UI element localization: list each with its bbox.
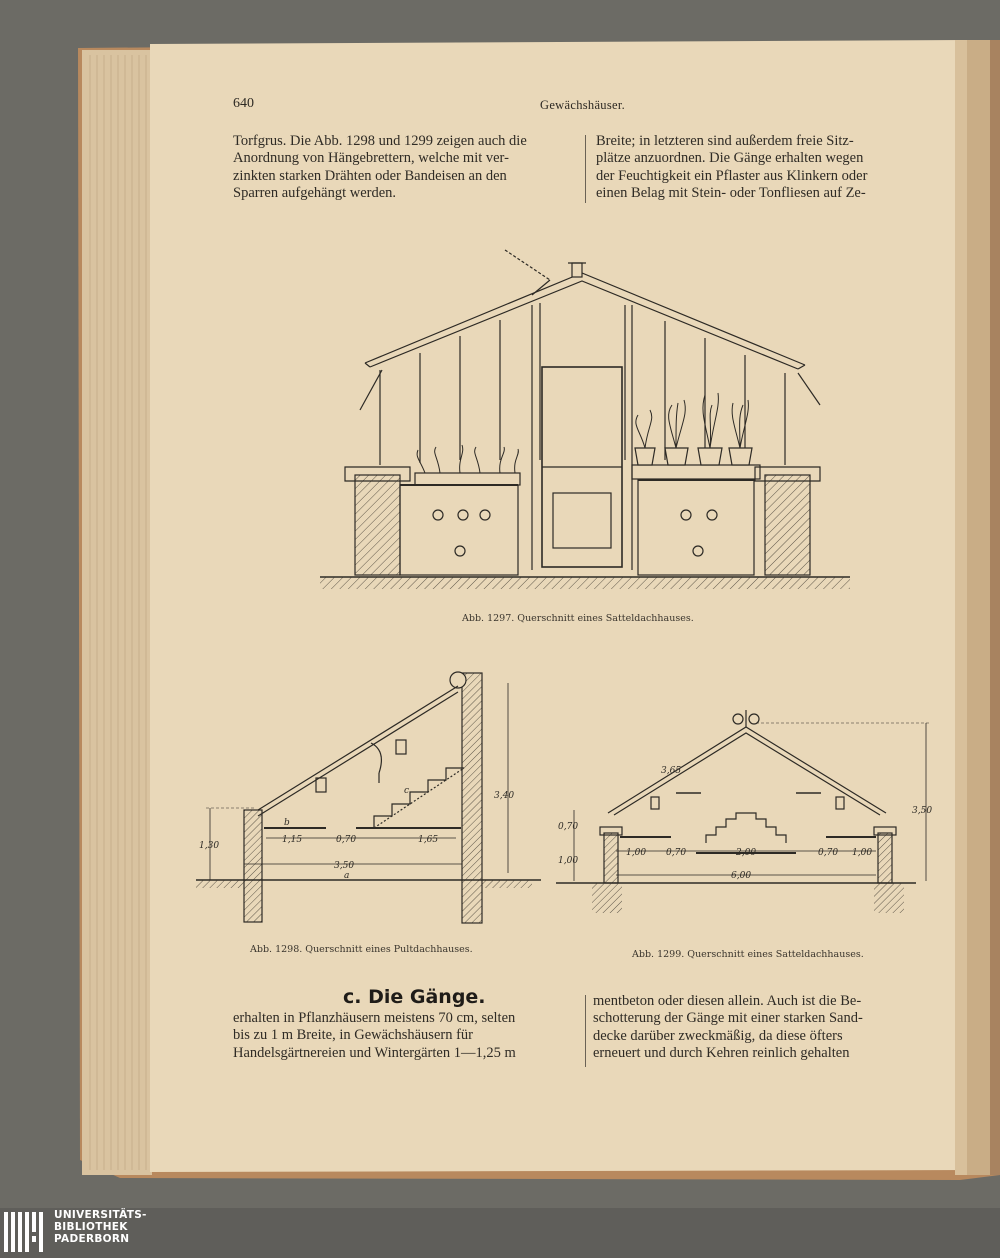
figure-1298-caption: Abb. 1298. Querschnitt eines Pultdachhauses. <box>250 944 473 955</box>
text-line: erneuert und durch Kehren reinlich gehalten <box>593 1045 850 1062</box>
text-line: bis zu 1 m Breite, in Gewächshäusern für <box>233 1027 473 1044</box>
library-name-line: PADERBORN <box>54 1233 130 1245</box>
text-line: zinkten starken Drähten oder Bandeisen an den <box>233 167 507 184</box>
text-line: Sparren aufgehängt werden. <box>233 185 397 202</box>
bottom-right-column <box>593 993 938 1063</box>
text-line: schotterung der Gänge mit einer starken Sand- <box>593 1010 863 1027</box>
library-name-line: UNIVERSITÄTS- <box>54 1209 147 1221</box>
text-line: decke darüber zweckmäßig, da diese öfters <box>593 1027 843 1044</box>
dim-w3: 1,65 <box>418 835 439 845</box>
library-name-line: BIBLIOTHEK <box>54 1221 128 1233</box>
figure-1298-drawing <box>196 668 541 930</box>
dim-w3: 2,00 <box>736 848 757 858</box>
footer-bar <box>0 1208 1000 1258</box>
text-line: erhalten in Pflanzhäusern meistens 70 cm, selten <box>233 1010 516 1026</box>
dim-w4: 0,70 <box>818 848 839 858</box>
dim-h2: 1,00 <box>558 856 579 866</box>
top-left-column <box>233 133 576 203</box>
dim-height-total: 3,50 <box>912 806 933 816</box>
text-line: der Feuchtigkeit ein Pflaster aus Klinkern oder <box>596 167 868 184</box>
dim-rafter: 3,65 <box>661 766 682 776</box>
column-rule <box>585 135 586 203</box>
library-logo-icon <box>2 1210 48 1256</box>
text-line: Handelsgärtnereien und Wintergärten 1—1,25 m <box>233 1044 516 1061</box>
text-line: plätze anzuordnen. Die Gänge erhalten wegen <box>596 150 864 167</box>
dim-h1: 0,70 <box>558 822 579 832</box>
bottom-left-column <box>233 1010 576 1062</box>
label-c: c <box>404 786 410 796</box>
library-name <box>54 1209 147 1245</box>
dim-width-total: 6,00 <box>731 871 752 881</box>
figure-1299-drawing <box>556 705 951 925</box>
text-line: Breite; in letzteren sind außerdem freie Sitz- <box>596 133 854 149</box>
dim-w2: 0,70 <box>666 848 687 858</box>
running-head: Gewächshäuser. <box>540 98 626 112</box>
label-a: a <box>344 871 350 881</box>
dim-w5: 1,00 <box>852 848 873 858</box>
figure-1297-drawing <box>320 235 860 595</box>
top-right-column <box>596 133 941 203</box>
label-b: b <box>284 818 290 828</box>
dim-height-wall: 1,30 <box>199 841 220 851</box>
text-line: Anordnung von Hängebrettern, welche mit ver- <box>233 150 509 167</box>
section-heading: c. Die Gänge. <box>343 986 486 1008</box>
text-line: Torfgrus. Die Abb. 1298 und 1299 zeigen auch die <box>233 133 527 149</box>
dim-w1: 1,15 <box>282 835 303 845</box>
page-number: 640 <box>233 96 254 111</box>
dim-w2: 0,70 <box>336 835 357 845</box>
dim-w1: 1,00 <box>626 848 647 858</box>
dim-width-total: 3,50 <box>334 861 355 871</box>
column-rule <box>585 995 586 1067</box>
text-line: einen Belag mit Stein- oder Tonfliesen auf Ze- <box>596 185 866 202</box>
figure-1297-caption: Abb. 1297. Querschnitt eines Satteldachhauses. <box>462 613 694 624</box>
text-line: mentbeton oder diesen allein. Auch ist die Be- <box>593 993 862 1009</box>
figure-1299-caption: Abb. 1299. Querschnitt eines Satteldachhauses. <box>632 949 864 960</box>
dim-height-total: 3,40 <box>494 791 515 801</box>
